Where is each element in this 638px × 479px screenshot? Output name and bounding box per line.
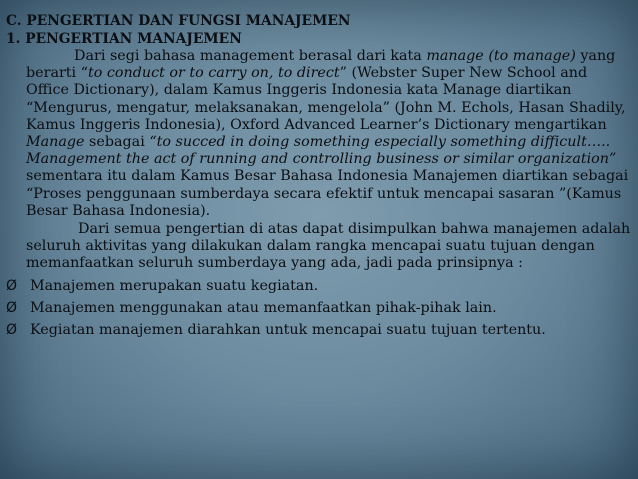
- bullet-text: Kegiatan manajemen diarahkan untuk mencapai suatu tujuan tertentu.: [30, 321, 546, 338]
- arrow-bullet-icon: Ø: [6, 299, 18, 316]
- arrow-bullet-icon: Ø: [6, 321, 18, 338]
- arrow-bullet-icon: Ø: [6, 277, 18, 294]
- conclusion-paragraph: Dari semua pengertian di atas dapat disimpulkan bahwa manajemen adalah seluruh aktivitas yang dilakukan dalam rangka mencapai suatu tujuan dengan memanfaatkan seluruh sumberdaya yang ada, jadi pada prinsipnya :: [26, 221, 631, 272]
- bullet-item: [6, 277, 632, 295]
- bullet-list: [6, 277, 632, 339]
- definition-paragraph: [6, 48, 632, 220]
- bullet-item: [6, 299, 632, 317]
- para1-text-4: sebagai: [84, 134, 150, 151]
- bullet-text: Manajemen merupakan suatu kegiatan.: [30, 277, 319, 294]
- subsection-heading: 1. PENGERTIAN MANAJEMEN: [6, 31, 242, 47]
- para1-text-1: Dari segi bahasa management berasal dari kata: [74, 48, 427, 64]
- para1-italic-3: Manage: [26, 134, 85, 151]
- para1-text-5: sementara itu dalam Kamus Besar Bahasa Indonesia Manajemen diartikan sebagai “Proses penggunaan sumberdaya secara efektif untuk mencapai sasaran ”(Kamus Besar Bahasa Indonesia).: [26, 168, 629, 219]
- section-heading: C. PENGERTIAN DAN FUNGSI MANAJEMEN: [6, 13, 351, 29]
- slide-content: [6, 12, 632, 343]
- para1-text-2: yang berarti “: [26, 48, 616, 82]
- para1-italic-1: manage (to manage): [426, 48, 576, 64]
- para1-text-3: ” (Webster Super New School and Office Dictionary), dalam Kamus Inggeris Indonesia kata Manage diartikan “Mengurus, mengatur, melaksanakan, mengelola” (John M. Echols, Hasan Shadily, Kamus Inggeris Indonesia), Oxford Advanced Learner’s Dictionary mengartikan: [26, 65, 626, 133]
- bullet-text: Manajemen menggunakan atau memanfaatkan pihak-pihak lain.: [30, 299, 497, 316]
- para1-italic-2: to conduct or to carry on, to direct: [87, 65, 340, 82]
- para1-italic-4: “to succed in doing something especially something difficult….. Management the act of running and controlling business or similar organization”: [26, 134, 617, 168]
- bullet-item: [6, 321, 632, 339]
